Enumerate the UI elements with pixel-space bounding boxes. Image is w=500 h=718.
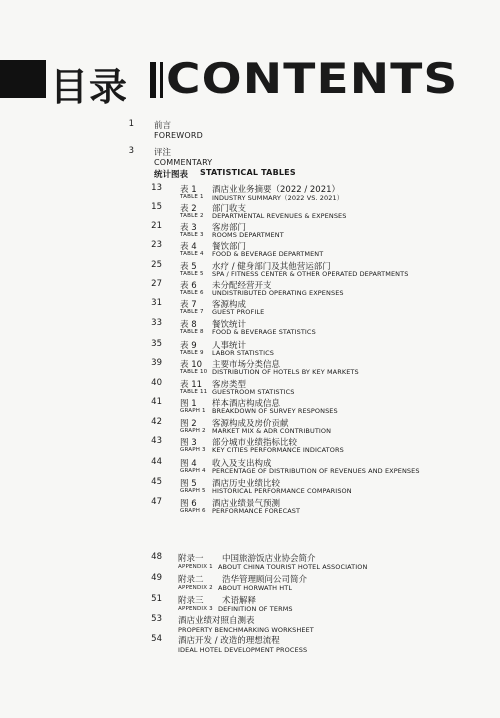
entry-title-en: FOOD & BEVERAGE STATISTICS	[212, 328, 316, 336]
page-number: 21	[151, 221, 162, 231]
entry-tag: TABLE 11	[180, 389, 208, 395]
page-number: 15	[151, 202, 162, 212]
entry-tag: TABLE 8	[180, 329, 204, 335]
entry-label-cn: 表 7	[180, 300, 197, 310]
page-number: 31	[151, 298, 162, 308]
entry-label-cn: 图 4	[180, 459, 197, 469]
entry-label-cn: 图 1	[180, 399, 197, 409]
page-number: 23	[151, 240, 162, 250]
page-number: 49	[151, 573, 162, 583]
entry-label-cn: 表 9	[180, 341, 197, 351]
extra-title-cn: 酒店业绩对照自测表	[178, 616, 255, 626]
entry-tag: GRAPH 4	[180, 468, 206, 474]
page-number: 51	[151, 594, 162, 604]
entry-tag: GRAPH 6	[180, 508, 206, 514]
extra-title-cn: 酒店开发 / 改造的理想流程	[178, 636, 280, 646]
page-number: 3	[128, 146, 134, 156]
entry-title-en: UNDISTRIBUTED OPERATING EXPENSES	[212, 289, 344, 297]
extra-title-en: IDEAL HOTEL DEVELOPMENT PROCESS	[178, 646, 308, 654]
entry-tag: GRAPH 3	[180, 447, 206, 453]
entry-tag: TABLE 2	[180, 213, 204, 219]
page-number: 25	[151, 260, 162, 270]
entry-label-cn: 表 2	[180, 204, 197, 214]
entry-title-en: GUESTROOM STATISTICS	[212, 388, 295, 396]
page-number: 43	[151, 436, 162, 446]
appendix-title-en: ABOUT HORWATH HTL	[218, 584, 293, 592]
entry-title-en: MARKET MIX & ADR CONTRIBUTION	[212, 427, 332, 435]
entry-title-en: LABOR STATISTICS	[212, 349, 274, 357]
appendix-title-cn: 中国旅游饭店业协会简介	[222, 554, 316, 564]
entry-title-en: GUEST PROFILE	[212, 308, 265, 316]
entry-label-cn: 图 2	[180, 419, 197, 429]
appendix-tag: APPENDIX 3	[178, 606, 213, 612]
page-number: 45	[151, 477, 162, 487]
entry-tag: TABLE 10	[180, 369, 208, 375]
page-number: 39	[151, 358, 162, 368]
page-number: 1	[128, 119, 134, 129]
entry-label-cn: 表 3	[180, 223, 197, 233]
entry-title-cn: 酒店业业务摘要（2022 / 2021）	[212, 185, 341, 195]
entry-tag: TABLE 7	[180, 309, 204, 315]
entry-title-cn: 客房类型	[212, 380, 247, 390]
entry-label-cn: 表 5	[180, 262, 197, 272]
page-number: 48	[151, 552, 162, 562]
appendix-title-cn: 术语解释	[222, 596, 257, 606]
entry-tag: TABLE 3	[180, 232, 204, 238]
entry-label-cn: 图 3	[180, 438, 197, 448]
entry-tag: TABLE 4	[180, 251, 204, 257]
entry-title-cn: 样本酒店构成信息	[212, 399, 281, 409]
entry-tag: TABLE 5	[180, 271, 204, 277]
entry-label-cn: 表 8	[180, 320, 197, 330]
entry-label-cn: 图 6	[180, 499, 197, 509]
section-title-cn: 评注	[154, 148, 172, 158]
entry-title-cn: 收入及支出构成	[212, 459, 272, 469]
extra-title-en: PROPERTY BENCHMARKING WORKSHEET	[178, 626, 314, 634]
entry-title-cn: 部分城市业绩指标比较	[212, 438, 298, 448]
appendix-tag: APPENDIX 1	[178, 564, 213, 570]
entry-label-cn: 表 6	[180, 281, 197, 291]
page-number: 13	[151, 183, 162, 193]
entry-title-en: FOOD & BEVERAGE DEPARTMENT	[212, 250, 324, 258]
page-number: 53	[151, 614, 162, 624]
entry-title-cn: 部门收支	[212, 204, 247, 214]
entry-tag: GRAPH 5	[180, 488, 206, 494]
page-number: 35	[151, 339, 162, 349]
appendix-label-cn: 附录一	[178, 554, 204, 564]
entry-title-cn: 客源构成	[212, 300, 247, 310]
page-number: 41	[151, 397, 162, 407]
appendix-title-cn: 浩华管理顾问公司简介	[222, 575, 308, 585]
banner-divider	[150, 62, 156, 98]
page-number: 40	[151, 378, 162, 388]
page-number: 54	[151, 634, 162, 644]
entry-title-cn: 餐饮部门	[212, 242, 247, 252]
appendix-tag: APPENDIX 2	[178, 585, 213, 591]
page-number: 47	[151, 497, 162, 507]
entry-title-cn: 酒店历史业绩比较	[212, 479, 281, 489]
entry-title-en: SPA / FITNESS CENTER & OTHER OPERATED DEPARTMENTS	[212, 270, 409, 278]
banner-title-en: CONTENTS	[166, 54, 459, 103]
entry-title-en: PERCENTAGE OF DISTRIBUTION OF REVENUES AND EXPENSES	[212, 467, 420, 475]
entry-title-en: DEPARTMENTAL REVENUES & EXPENSES	[212, 212, 347, 220]
banner-divider	[160, 62, 163, 98]
entry-label-cn: 表 1	[180, 185, 197, 195]
entry-title-en: ROOMS DEPARTMENT	[212, 231, 284, 239]
section-header-en: STATISTICAL TABLES	[200, 168, 296, 177]
entry-label-cn: 表 10	[180, 360, 203, 370]
page-number: 42	[151, 417, 162, 427]
entry-label-cn: 表 11	[180, 380, 203, 390]
entry-tag: TABLE 6	[180, 290, 204, 296]
entry-title-cn: 水疗 / 健身部门及其他营运部门	[212, 262, 331, 272]
section-title-en: COMMENTARY	[154, 158, 213, 167]
entry-title-en: BREAKDOWN OF SURVEY RESPONSES	[212, 407, 338, 415]
section-title-cn: 前言	[154, 121, 172, 131]
entry-title-cn: 客源构成及房价贡献	[212, 419, 289, 429]
entry-label-cn: 表 4	[180, 242, 197, 252]
entry-tag: TABLE 9	[180, 350, 204, 356]
section-header-cn: 统计图表	[154, 170, 189, 180]
appendix-label-cn: 附录三	[178, 596, 204, 606]
entry-tag: TABLE 1	[180, 194, 204, 200]
section-title-en: FOREWORD	[154, 131, 204, 140]
page-number: 44	[151, 457, 162, 467]
entry-tag: GRAPH 2	[180, 428, 206, 434]
entry-title-cn: 人事统计	[212, 341, 247, 351]
entry-title-en: KEY CITIES PERFORMANCE INDICATORS	[212, 446, 344, 454]
entry-title-cn: 客房部门	[212, 223, 247, 233]
entry-title-en: PERFORMANCE FORECAST	[212, 507, 301, 515]
page-number: 27	[151, 279, 162, 289]
entry-title-cn: 主要市场分类信息	[212, 360, 281, 370]
entry-title-cn: 餐饮统计	[212, 320, 247, 330]
banner-block	[0, 60, 46, 98]
entry-label-cn: 图 5	[180, 479, 197, 489]
entry-tag: GRAPH 1	[180, 408, 206, 414]
appendix-title-en: DEFINITION OF TERMS	[218, 605, 293, 613]
entry-title-en: DISTRIBUTION OF HOTELS BY KEY MARKETS	[212, 368, 359, 376]
entry-title-cn: 酒店业绩景气预测	[212, 499, 281, 509]
page-number: 33	[151, 318, 162, 328]
entry-title-en: INDUSTRY SUMMARY（2022 VS. 2021）	[212, 194, 344, 202]
banner-title-cn: 目录	[50, 65, 129, 109]
entry-title-cn: 未分配经营开支	[212, 281, 272, 291]
appendix-title-en: ABOUT CHINA TOURIST HOTEL ASSOCIATION	[218, 563, 368, 571]
entry-title-en: HISTORICAL PERFORMANCE COMPARISON	[212, 487, 352, 495]
appendix-label-cn: 附录二	[178, 575, 204, 585]
